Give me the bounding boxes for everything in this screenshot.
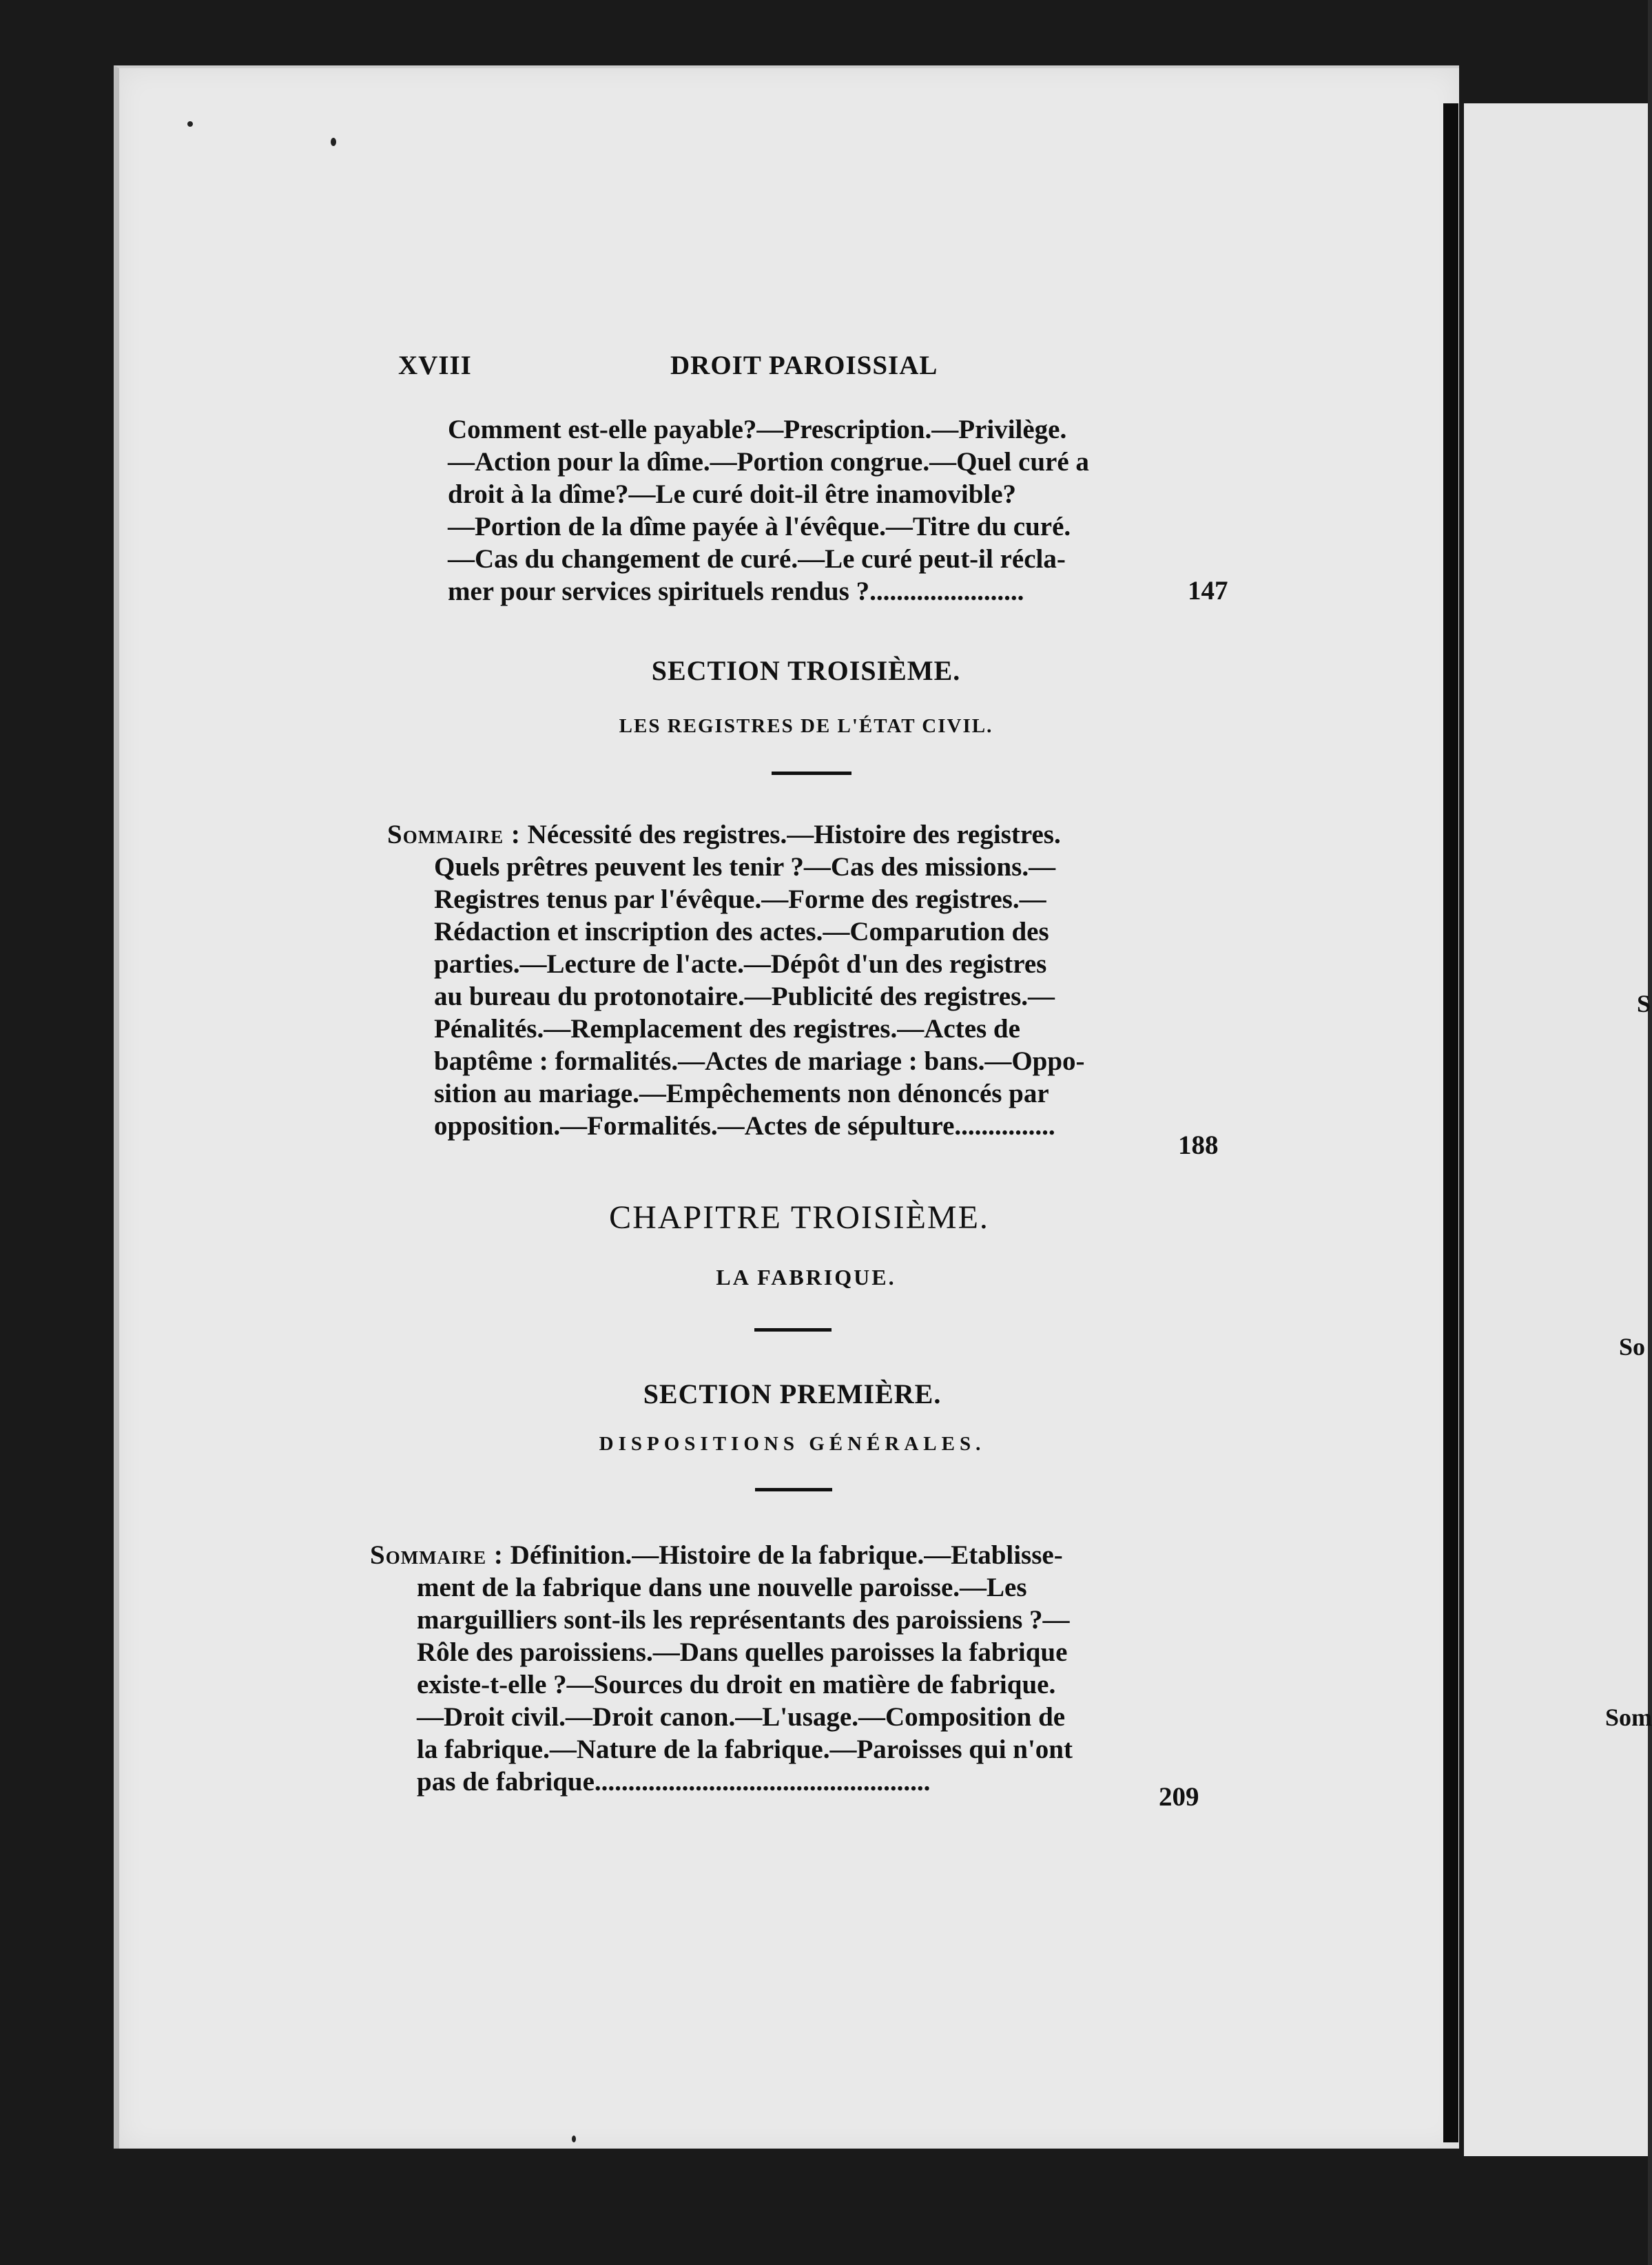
toc-line: droit à la dîme?—Le curé doit-il être inamovible? [448, 479, 1017, 509]
sommaire-label: Sommaire : [370, 1540, 504, 1570]
sommaire-block [387, 818, 1145, 1142]
sommaire-line: Pénalités.—Remplacement des registres.—Actes de [434, 1014, 1020, 1044]
sommaire-line: la fabrique.—Nature de la fabrique.—Paroisses qui n'ont [417, 1735, 1073, 1764]
toc-line: mer pour services spirituels rendus ?....................... [448, 577, 1024, 606]
right-page-fragment: S [1637, 990, 1651, 1017]
toc-line: —Portion de la dîme payée à l'évêque.—Titre du curé. [448, 512, 1071, 541]
sommaire-line: Définition.—Histoire de la fabrique.—Etablisse- [510, 1540, 1063, 1570]
scan-speck [331, 138, 336, 146]
sommaire-line: ment de la fabrique dans une nouvelle paroisse.—Les [417, 1573, 1027, 1602]
sommaire-line: opposition.—Formalités.—Actes de sépulture............... [434, 1111, 1055, 1141]
page-reference: 147 [1188, 576, 1228, 606]
right-page-fragment: Som [1605, 1704, 1652, 1731]
sommaire-line: pas de fabrique.................................................. [417, 1767, 931, 1797]
running-header [398, 350, 963, 381]
toc-line: Comment est-elle payable?—Prescription.—Privilège. [448, 415, 1067, 444]
sommaire-block [370, 1539, 1128, 1798]
right-page-fragment: So [1619, 1333, 1646, 1361]
sommaire-line: Quels prêtres peuvent les tenir ?—Cas des missions.— [434, 852, 1056, 882]
sommaire-line: Rôle des paroissiens.—Dans quelles paroisses la fabrique [417, 1637, 1068, 1667]
folio-number: XVIII [398, 351, 472, 380]
sommaire-line: Registres tenus par l'évêque.—Forme des registres.— [434, 885, 1046, 914]
sommaire-line: marguilliers sont-ils les représentants des paroissiens ?— [417, 1605, 1070, 1635]
section-title: SECTION PREMIÈRE. [643, 1378, 942, 1409]
section-subtitle: DISPOSITIONS GÉNÉRALES. [599, 1433, 986, 1455]
sommaire-line: Rédaction et inscription des actes.—Comparution des [434, 917, 1049, 947]
divider-rule [754, 1328, 832, 1332]
sommaire-line: existe-t-elle ?—Sources du droit en matière de fabrique. [417, 1670, 1056, 1699]
toc-entry-continuation [448, 413, 1150, 608]
page-reference: 188 [1178, 1130, 1219, 1160]
running-title: DROIT PAROISSIAL [670, 351, 938, 380]
section-heading [565, 654, 1047, 687]
page-reference: 209 [1159, 1782, 1199, 1812]
section-title: SECTION TROISIÈME. [651, 655, 961, 686]
toc-line: —Cas du changement de curé.—Le curé peut-il récla- [448, 544, 1066, 574]
toc-line: —Action pour la dîme.—Portion congrue.—Quel curé a [448, 447, 1089, 477]
scan-speck [572, 2135, 576, 2142]
scan-speck [187, 121, 193, 127]
sommaire-label: Sommaire : [387, 820, 521, 849]
divider-rule [772, 772, 851, 775]
sommaire-line: Nécessité des registres.—Histoire des registres. [527, 820, 1061, 849]
sommaire-line: sition au mariage.—Empêchements non dénoncés par [434, 1079, 1049, 1108]
sommaire-line: —Droit civil.—Droit canon.—L'usage.—Composition de [417, 1702, 1066, 1732]
section-subtitle: LES REGISTRES DE L'ÉTAT CIVIL. [619, 715, 993, 737]
sommaire-line: baptême : formalités.—Actes de mariage : bans.—Oppo- [434, 1046, 1085, 1076]
chapter-title: CHAPITRE TROISIÈME. [609, 1199, 989, 1236]
sommaire-line: parties.—Lecture de l'acte.—Dépôt d'un des registres [434, 949, 1047, 979]
chapter-subtitle: LA FABRIQUE. [716, 1265, 896, 1290]
sommaire-line: au bureau du protonotaire.—Publicité des registres.— [434, 982, 1055, 1011]
divider-rule [755, 1488, 832, 1491]
